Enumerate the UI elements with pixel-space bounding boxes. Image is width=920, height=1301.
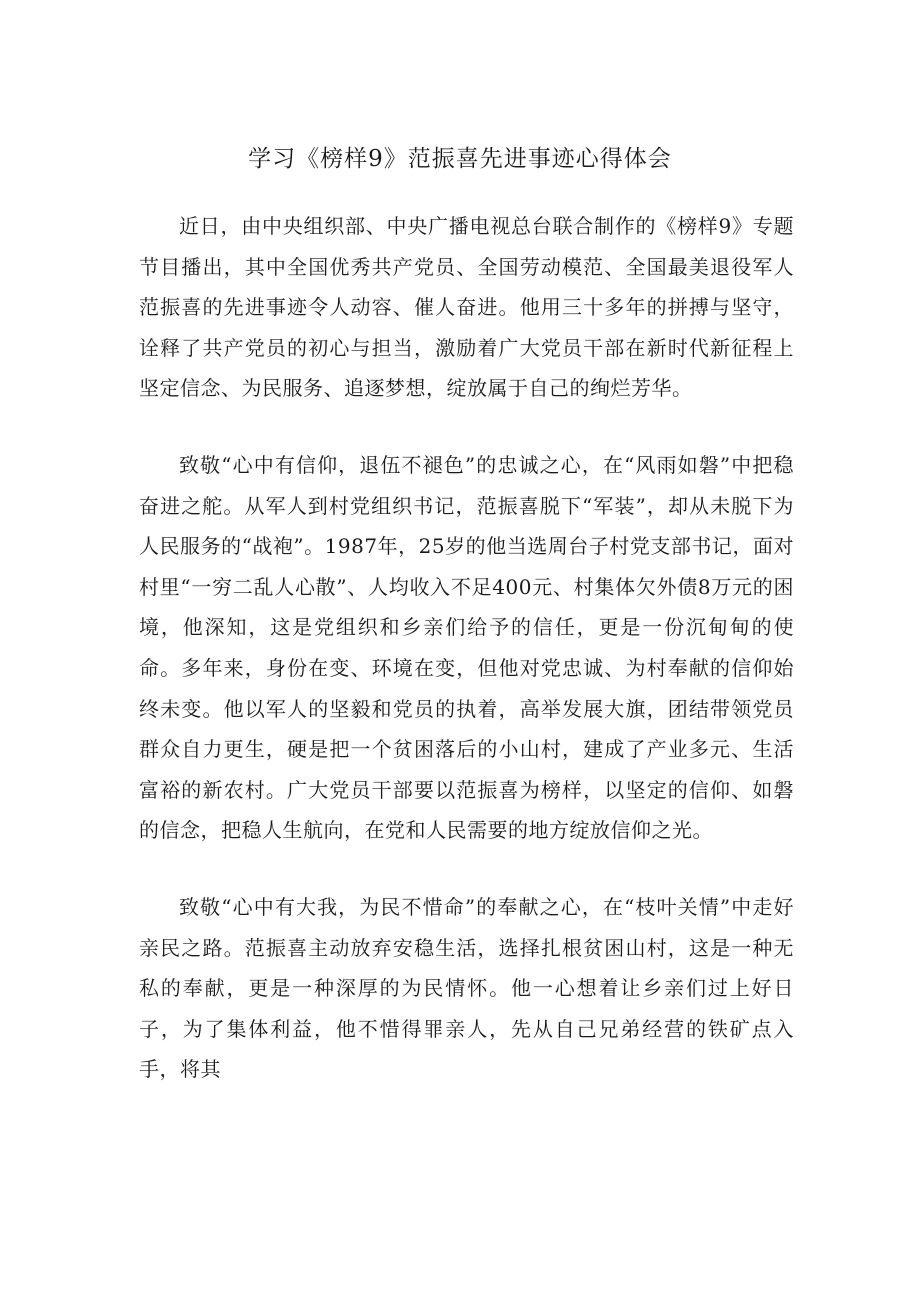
document-title: 学习《榜样9》范振喜先进事迹心得体会 — [248, 146, 672, 172]
document-body — [139, 206, 794, 1090]
paragraph-intro: 近日，由中央组织部、中央广播电视总台联合制作的《榜样9》专题节目播出，其中全国优秀共产党员、全国劳动模范、全国最美退役军人范振喜的先进事迹令人动容、催人奋进。他用三十多年的拼搏与坚守，诠释了共产党员的初心与担当，激励着广大党员干部在新时代新征程上坚定信念、为民服务、追逐梦想，绽放属于自己的绚烂芳华。 — [139, 214, 794, 401]
paragraph-dedication: 致敬“心中有大我，为民不惜命”的奉献之心，在“枝叶关情”中走好亲民之路。范振喜主动放弃安稳生活，选择扎根贫困山村，这是一种无私的奉献，更是一种深厚的为民情怀。他一心想着让乡亲们过上好日子，为了集体利益，他不惜得罪亲人，先从自己兄弟经营的铁矿点入手，将其 — [139, 894, 794, 1082]
paragraph-loyalty: 致敬“心中有信仰，退伍不褪色”的忠诚之心，在“风雨如磐”中把稳奋进之舵。从军人到村党组织书记，范振喜脱下“军装”，却从未脱下为人民服务的“战袍”。1987年，25岁的他当选周台子村党支部书记，面对村里“一穷二乱人心散”、人均收入不足400元、村集体欠外债8万元的困境，他深知，这是党组织和乡亲们给予的信任，更是一份沉甸甸的使命。多年来，身份在变、环境在变，但他对党忠诚、为村奉献的信仰始终未变。他以军人的坚毅和党员的执着，高举发展大旗，团结带领党员群众自力更生，硬是把一个贫困落后的小山村，建成了产业多元、生活富裕的新农村。广大党员干部要以范振喜为榜样，以坚定的信仰、如磐的信念，把稳人生航向，在党和人民需要的地方绽放信仰之光。 — [139, 452, 794, 843]
